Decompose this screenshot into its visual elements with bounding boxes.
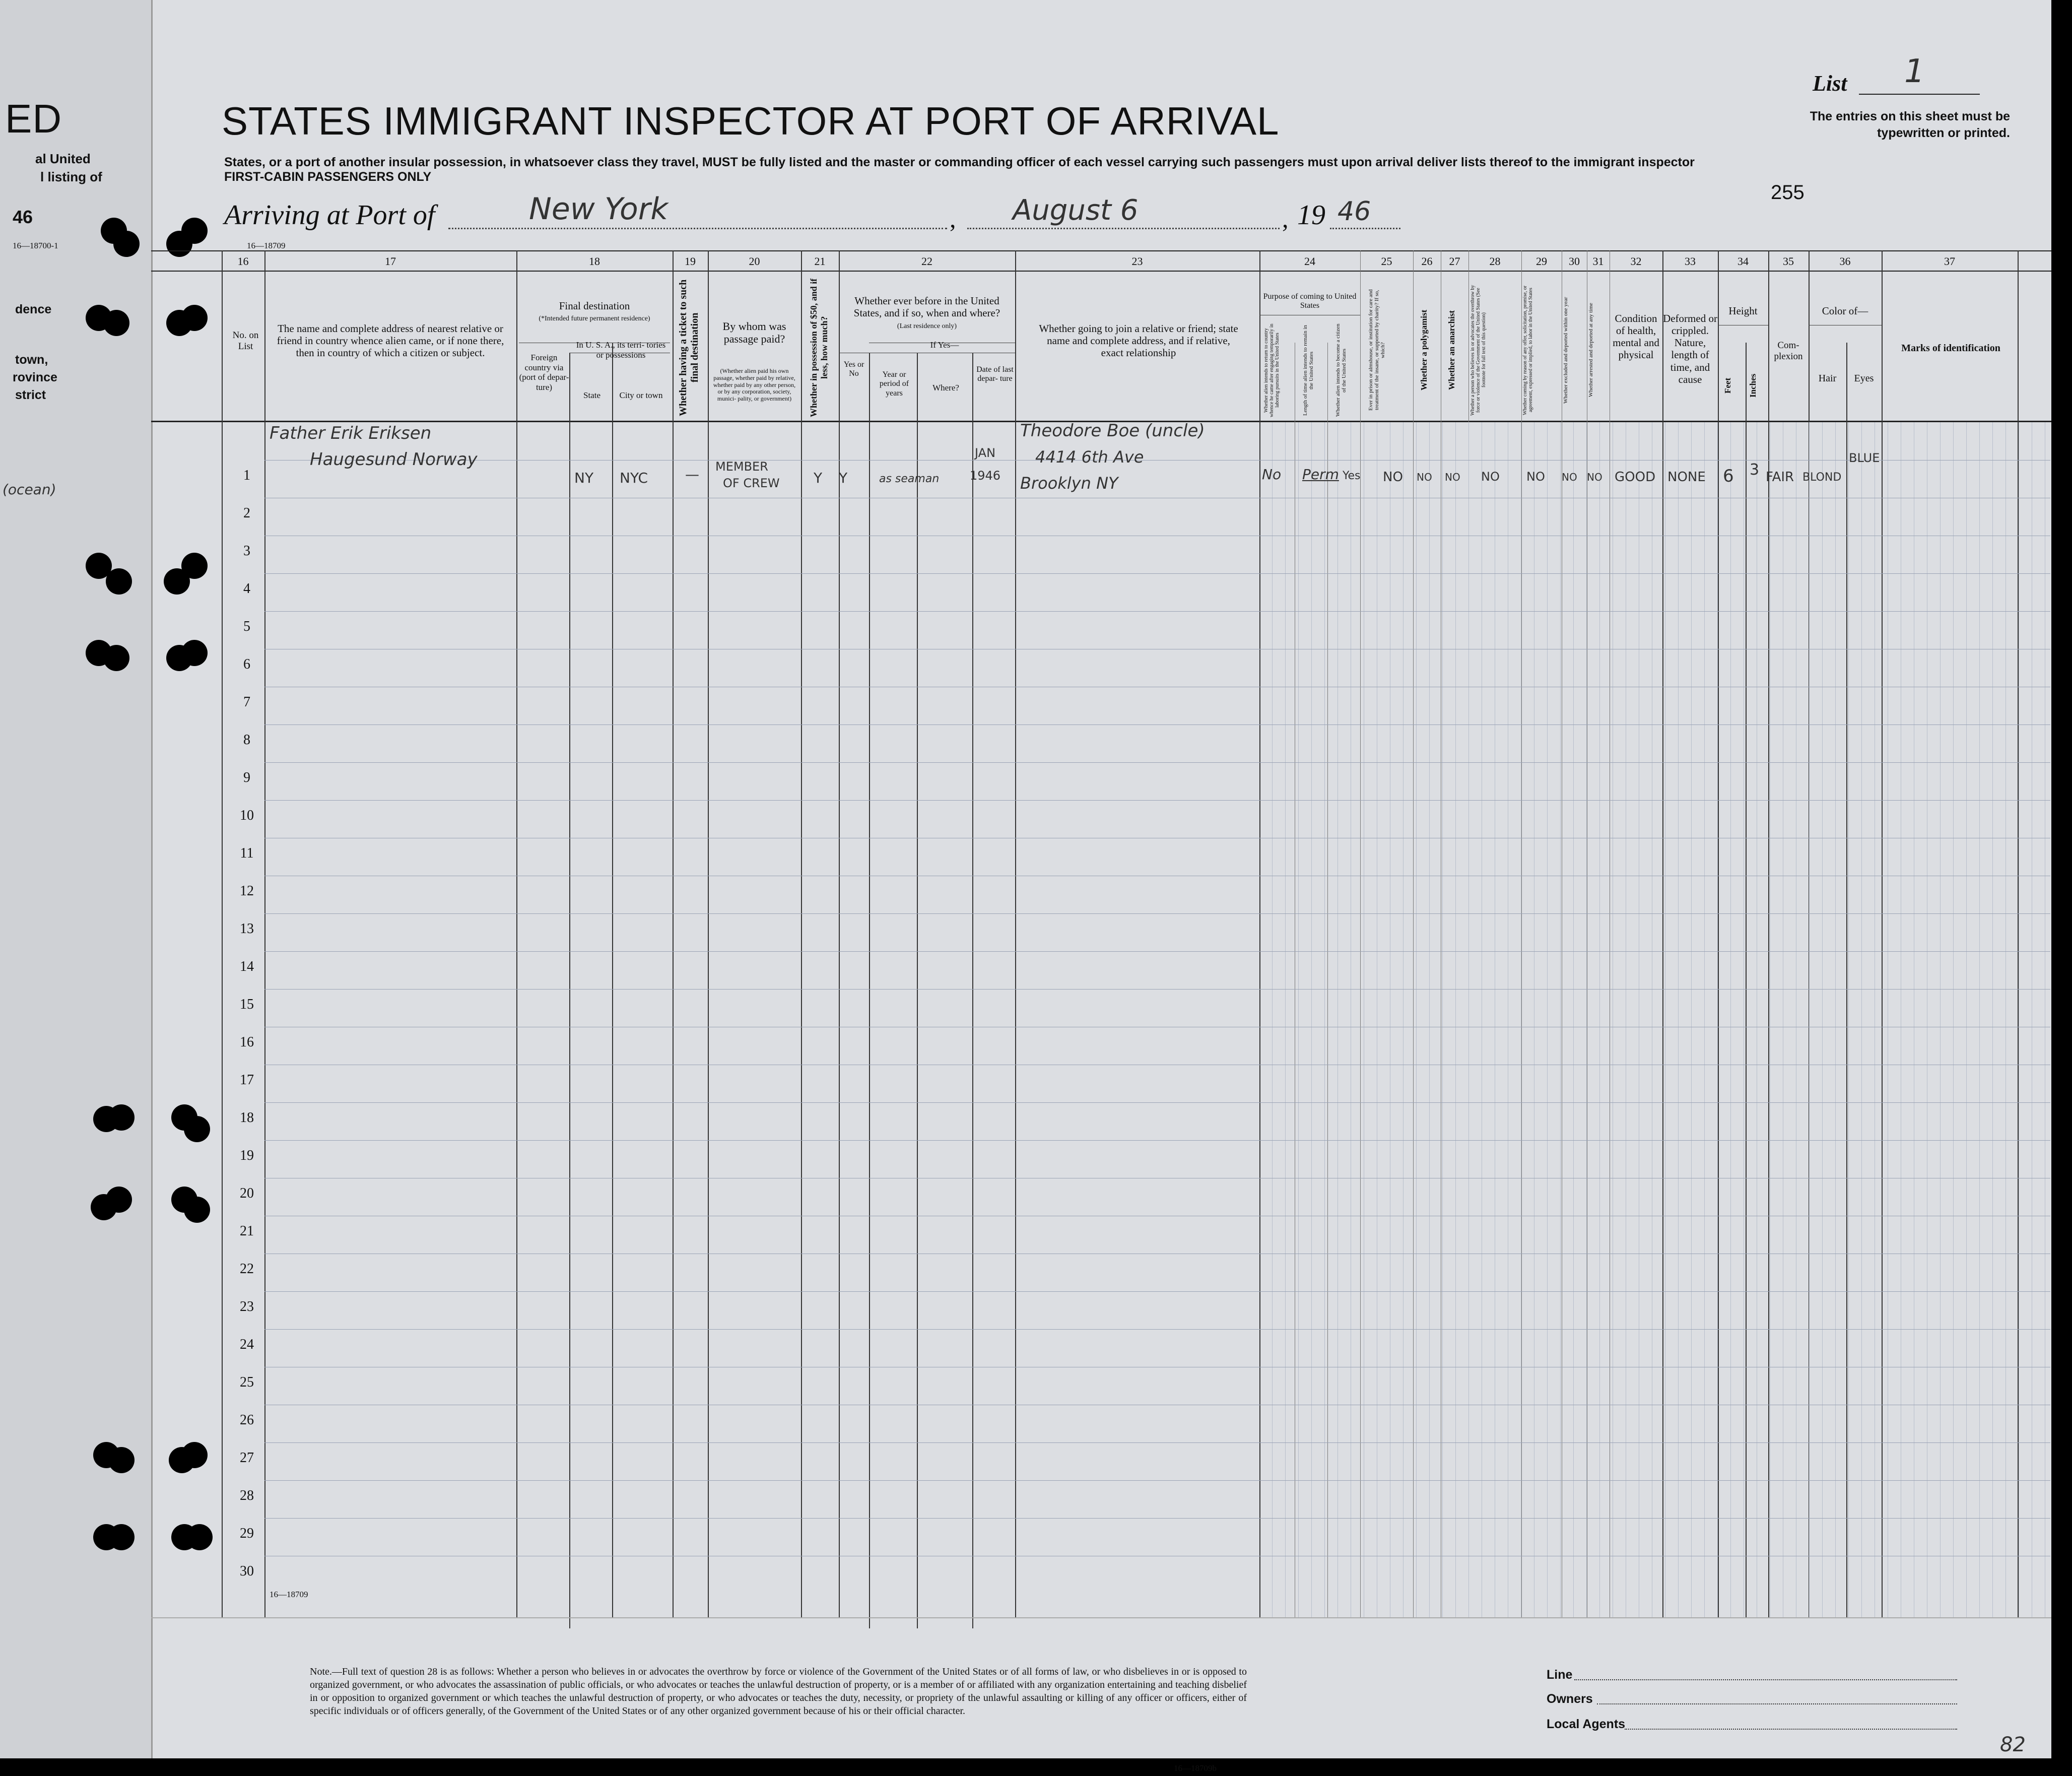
- row-number: 13: [240, 921, 254, 937]
- row-number: 1: [243, 468, 250, 483]
- heading-complexion: Com- plexion: [1774, 340, 1803, 362]
- heading-state: State: [583, 390, 600, 400]
- row-line: [264, 913, 2050, 914]
- row-number: 25: [240, 1374, 254, 1390]
- left-fragment-heading: dence: [15, 302, 52, 316]
- entry-complexion: FAIR: [1766, 470, 1794, 485]
- entry-ever-before: Y: [839, 470, 848, 486]
- heading-join-relative: Whether going to join a relative or friend; state name and complete address, and if relative, exact relationship: [1039, 322, 1238, 359]
- grid-line: [1272, 422, 1273, 1617]
- agents-label: Local Agents: [1547, 1717, 1626, 1731]
- column-line: [1521, 250, 1522, 1618]
- grid-line: [1691, 422, 1692, 1617]
- entry-hair: BLOND: [1802, 471, 1842, 484]
- row-number: 18: [240, 1110, 254, 1126]
- heading-hair: Hair: [1818, 373, 1837, 384]
- heading-anarchist: Whether an anarchist: [1447, 310, 1456, 390]
- entry-relative-name: Father Erik Eriksen: [270, 423, 432, 443]
- punch-hole: [108, 1104, 135, 1131]
- column-number: 22: [921, 255, 932, 268]
- year-value: 46: [1338, 196, 1371, 227]
- column-line: [1259, 250, 1260, 1618]
- heading-purpose-length: Length of time alien intends to remain in the United States: [1302, 325, 1314, 416]
- entry-arrested: NO: [1587, 471, 1602, 483]
- heading-health: Condition of health, mental and physical: [1613, 312, 1659, 361]
- row-number: 12: [240, 883, 254, 899]
- entry-length: Perm: [1302, 466, 1339, 483]
- column-number: 17: [385, 255, 396, 268]
- heading-yes-no: Yes or No: [843, 360, 864, 378]
- row-line: [264, 1480, 2050, 1481]
- column-line: [801, 250, 802, 1618]
- footnote-code: 16—18709b: [1174, 1763, 1217, 1773]
- column-line: [1846, 343, 1847, 1618]
- row-number: 3: [243, 543, 250, 559]
- form-code-bottom: 16—18709: [270, 1590, 308, 1599]
- left-fragment-text: l listing of: [40, 169, 102, 184]
- column-line: [869, 353, 870, 1628]
- punch-hole: [186, 1524, 213, 1550]
- entry-deformed: NONE: [1667, 470, 1706, 485]
- punch-hole: [181, 218, 208, 244]
- grid-line: [1573, 422, 1574, 1617]
- row-number: 10: [240, 808, 254, 823]
- heading-offer-to-labor: Whether coming by reason of any offer, solicitation, promise, or agreement, expressed or implied, to labor in the United States: [1522, 285, 1533, 415]
- column-number: 30: [1569, 255, 1580, 268]
- column-number: 25: [1381, 255, 1392, 268]
- row-number: 7: [243, 694, 250, 710]
- grid-line: [1809, 422, 1810, 1617]
- entry-anarchist: NO: [1445, 471, 1460, 483]
- year-line: [1330, 228, 1400, 229]
- grid-line: [1442, 422, 1443, 1617]
- instruction-text: States, or a port of another insular possession, in whatsoever class they travel, MUST be fully listed and the master or commanding officer of each vessel carrying such passengers must upon arrival deliver lists thereof to the immigrant inspector: [224, 155, 1695, 169]
- grid-line: [1835, 422, 1836, 1617]
- heading-passage-paid: By whom was passage paid?: [722, 320, 786, 346]
- table-bottom-border: [151, 1617, 2051, 1618]
- column-number: 20: [749, 255, 760, 268]
- row-number: 8: [243, 732, 250, 748]
- heading-date-departure: Date of last depar- ture: [976, 365, 1014, 383]
- heading-in-usa: In U. S. A., its terri- tories or possessions: [576, 340, 666, 360]
- row-line: [264, 1329, 2050, 1330]
- entry-paid-by: OF CREW: [723, 476, 780, 490]
- grid-line: [1861, 422, 1862, 1617]
- year-prefix: 19: [1297, 200, 1325, 231]
- grid-line: [1848, 422, 1849, 1617]
- column-number: 19: [685, 255, 696, 268]
- entry-join-name: Theodore Boe (uncle): [1020, 421, 1205, 441]
- punch-hole: [181, 1442, 208, 1468]
- column-number: 16: [237, 255, 249, 268]
- grid-line: [1586, 422, 1587, 1617]
- column-line: [972, 353, 973, 1628]
- entry-join-city: Brooklyn NY: [1020, 474, 1118, 493]
- port-value: New York: [529, 191, 669, 227]
- grid-line: [1940, 422, 1941, 1617]
- typewritten-note: The entries on this sheet must be typewritten or printed.: [1810, 109, 2010, 140]
- row-number: 27: [240, 1450, 254, 1466]
- row-line: [264, 460, 2050, 461]
- list-underline: [1859, 94, 1980, 95]
- row-line: [264, 800, 2050, 801]
- column-number: 33: [1685, 255, 1696, 268]
- row-number: 16: [240, 1034, 254, 1050]
- row-line: [264, 1442, 2050, 1443]
- entry-departure-date: 1946: [970, 469, 1001, 483]
- grid-line: [1953, 422, 1954, 1617]
- heading-purpose-return: Whether alien intends to return to country whence he came after engaging temporarily in laboring pursuits in the United States: [1263, 323, 1280, 417]
- grid-line: [1979, 422, 1980, 1617]
- stamp-number: 82: [2000, 1733, 2026, 1756]
- line-field: [1574, 1679, 1957, 1680]
- entry-years: as seaman: [879, 473, 940, 485]
- grid-line: [1704, 422, 1705, 1617]
- column-number: 18: [589, 255, 600, 268]
- row-number: 11: [240, 845, 254, 861]
- entry-polygamist: NO: [1417, 471, 1432, 483]
- list-label: List: [1813, 71, 1847, 96]
- left-fragment-year: 46: [13, 207, 33, 227]
- column-line: [1882, 250, 1883, 1618]
- entry-eyes: BLUE: [1849, 451, 1880, 465]
- row-number: 20: [240, 1186, 254, 1201]
- entry-feet: 6: [1723, 466, 1734, 486]
- grid-line: [1416, 422, 1417, 1617]
- entry-join-address: 4414 6th Ave: [1035, 447, 1144, 467]
- passenger-class: FIRST-CABIN PASSENGERS ONLY: [224, 170, 432, 184]
- column-line: [1327, 343, 1328, 1618]
- entry-relative-address: Haugesund Norway: [310, 449, 478, 470]
- entry-inches: 3: [1750, 461, 1760, 479]
- column-line: [516, 250, 517, 1618]
- heading-color-of: Color of—: [1822, 305, 1868, 317]
- row-number: 23: [240, 1299, 254, 1314]
- heading-inches: Inches: [1748, 373, 1758, 398]
- entry-offer: NO: [1526, 470, 1545, 484]
- punch-hole: [181, 553, 208, 579]
- grid-line: [1285, 422, 1286, 1617]
- entry-city: NYC: [620, 470, 648, 486]
- heading-deformed: Deformed or crippled. Nature, length of time, and cause: [1663, 312, 1717, 385]
- row-number: 4: [243, 581, 250, 597]
- table-top-border: [151, 250, 2051, 251]
- heading-purpose-citizen: Whether alien intends to become a citizen of the United States: [1335, 323, 1347, 417]
- column-line: [1768, 250, 1769, 1618]
- grid-line: [1298, 422, 1299, 1617]
- heading-relative-abroad: The name and complete address of nearest relative or friend in country whence alien came, or if none there, then in country of which a citizen or subject.: [277, 322, 504, 359]
- row-line: [264, 573, 2050, 574]
- row-line: [264, 611, 2050, 612]
- column-line: [1662, 250, 1663, 1618]
- punch-hole: [184, 1116, 210, 1142]
- entry-citizen: Yes: [1343, 470, 1361, 482]
- heading-ticket: Whether having a ticket to such final destination: [678, 279, 700, 416]
- punch-hole: [106, 1187, 132, 1213]
- row-number: 6: [243, 656, 250, 672]
- punch-hole: [181, 640, 208, 666]
- entry-money: Y: [814, 470, 823, 486]
- heading-arrested: Whether arrested and deported at any time: [1588, 303, 1594, 398]
- port-line: [448, 228, 947, 229]
- heading-eyes: Eyes: [1854, 373, 1874, 384]
- column-number: 36: [1839, 255, 1851, 268]
- date-line: [967, 228, 1280, 229]
- left-page-fragment: [0, 0, 153, 1758]
- row-number: 5: [243, 619, 250, 634]
- date-value: August 6: [1013, 194, 1139, 227]
- heading-polygamist: Whether a polygamist: [1419, 309, 1429, 391]
- line-label: Line: [1547, 1668, 1573, 1682]
- punch-hole: [108, 1524, 135, 1550]
- row-line: [264, 762, 2050, 763]
- sheet-number: 255: [1771, 181, 1804, 204]
- header-number-border: [151, 271, 2051, 272]
- column-number: 27: [1449, 255, 1460, 268]
- grid-line: [1730, 422, 1731, 1617]
- heading-final-destination-sub: (*Intended future permanent residence): [539, 315, 650, 322]
- comma: ,: [950, 205, 956, 233]
- heading-foreign-country: Foreign country via (port of depar- ture): [519, 353, 569, 392]
- heading-ever-before: Whether ever before in the United States, and if so, when and where?: [853, 295, 1000, 319]
- left-fragment-entry: (ocean): [3, 481, 56, 498]
- row-number: 19: [240, 1148, 254, 1163]
- grid-line: [1468, 422, 1469, 1617]
- heading-marks: Marks of identification: [1901, 343, 2000, 354]
- row-number: 24: [240, 1337, 254, 1352]
- heading-purpose: Purpose of coming to United States: [1263, 292, 1357, 310]
- row-number: 28: [240, 1488, 254, 1503]
- heading-feet: Feet: [1723, 377, 1732, 393]
- column-number: 23: [1131, 255, 1143, 268]
- punch-hole: [108, 1447, 135, 1473]
- heading-height: Height: [1728, 305, 1758, 317]
- row-line: [264, 1102, 2050, 1103]
- column-number: 31: [1592, 255, 1604, 268]
- left-fragment-code: 16—18700-1: [13, 241, 58, 250]
- owners-label: Owners: [1547, 1692, 1593, 1706]
- punch-hole: [103, 645, 129, 671]
- heading-money: Whether in possession of $50, and if less, how much?: [809, 278, 829, 417]
- column-number: 37: [1944, 255, 1955, 268]
- row-number: 29: [240, 1526, 254, 1541]
- heading-years: Year or period of years: [879, 370, 909, 398]
- row-number: 2: [243, 505, 250, 521]
- grid-line: [1599, 422, 1600, 1617]
- column-line: [222, 250, 223, 1618]
- row-number: 21: [240, 1223, 254, 1239]
- heading-where: Where?: [932, 383, 959, 392]
- entry-departure-date: JAN: [975, 446, 996, 460]
- row-line: [264, 1140, 2050, 1141]
- comma: ,: [1282, 205, 1289, 233]
- left-fragment-heading: rovince: [13, 370, 57, 384]
- grid-line: [1455, 422, 1456, 1617]
- grid-line: [1717, 422, 1718, 1617]
- footnote-text: Note.—Full text of question 28 is as follows: Whether a person who believes in or advocates the overthrow by force or violence of the Government of the United States or of all forms of law, or who disbelieves in or is opposed to organized government, or who advocates the assassination of public officials, or who advocates or teaches the unlawful destruction of property, or is a member of or affiliated with any organization entertaining and teaching disbelief in or opposition to organized government or which teaches the unlawful destruction of property, or who advocates or teaches the duty, necessity, or propriety of the unlawful assaulting or killing of any officer or officers, either of specific individuals or of officers generally, of the Government of the United States or of any other organized government because of his or their official character.: [310, 1666, 1247, 1717]
- entry-prison: NO: [1383, 470, 1403, 485]
- row-line: [264, 951, 2050, 952]
- column-line: [708, 250, 709, 1618]
- grid-line: [1429, 422, 1430, 1617]
- punch-hole: [103, 310, 129, 336]
- column-number: 21: [814, 255, 826, 268]
- left-fragment-heading: town,: [15, 353, 48, 367]
- column-line: [1015, 250, 1016, 1618]
- entry-state: NY: [574, 470, 594, 486]
- column-line: [1746, 343, 1747, 1618]
- row-number: 15: [240, 997, 254, 1012]
- heading-excluded: Whether excluded and deported within one year: [1563, 297, 1569, 404]
- column-line: [612, 343, 613, 1618]
- row-line: [264, 989, 2050, 990]
- heading-prison: Ever in prison or almshouse, or institution for care and treatment of the insane, or supported by charity? If so, which?: [1368, 289, 1386, 411]
- punch-hole: [113, 231, 140, 257]
- heading-passage-paid-sub: (Whether alien paid his own passage, whether paid by relative, whether paid by any other person, or by any corporation, society, munici- pality, or government): [713, 367, 796, 403]
- row-number: 30: [240, 1563, 254, 1579]
- column-line: [569, 353, 570, 1628]
- grid-line: [1311, 422, 1312, 1617]
- column-number: 28: [1489, 255, 1501, 268]
- entry-paid-by: MEMBER: [715, 459, 768, 474]
- grid-line: [1547, 422, 1548, 1617]
- column-line: [1718, 250, 1719, 1618]
- grid-line: [1992, 422, 1993, 1617]
- column-line: [917, 353, 918, 1628]
- grid-line: [1678, 422, 1679, 1617]
- punch-hole: [181, 305, 208, 331]
- entry-overthrow: NO: [1481, 470, 1500, 484]
- entry-ticket: —: [685, 466, 699, 483]
- list-number: 1: [1904, 53, 1925, 90]
- row-line: [264, 1291, 2050, 1292]
- entry-excluded: NO: [1562, 471, 1577, 483]
- page-title: STATES IMMIGRANT INSPECTOR AT PORT OF ARRIVAL: [222, 99, 1280, 143]
- column-line: [1413, 250, 1414, 1618]
- row-number: 17: [240, 1072, 254, 1088]
- column-line: [839, 250, 840, 1618]
- column-line: [1360, 250, 1361, 1618]
- grid-line: [1324, 422, 1325, 1617]
- row-number: 9: [243, 770, 250, 785]
- heading-no-on-list: No. on List: [232, 330, 259, 352]
- column-number: 24: [1304, 255, 1315, 268]
- left-fragment-title: ED: [5, 96, 62, 141]
- column-number: 29: [1536, 255, 1547, 268]
- arriving-label: Arriving at Port of: [224, 200, 435, 231]
- heading-final-destination: Final destination: [559, 300, 630, 312]
- column-number: 34: [1737, 255, 1749, 268]
- heading-overthrow: Whether a person who believes in or advocates the overthrow by force or violence of the Government of the United States (See footnote for full text of this question): [1470, 285, 1487, 416]
- column-number: 26: [1421, 255, 1433, 268]
- punch-hole: [184, 1197, 210, 1223]
- entry-return: No: [1262, 466, 1282, 483]
- grid-line: [1822, 422, 1823, 1617]
- agents-field: [1625, 1729, 1957, 1730]
- left-fragment-text: al United: [35, 151, 91, 166]
- grid-line: [1560, 422, 1561, 1617]
- row-number: 26: [240, 1412, 254, 1428]
- column-number: 35: [1783, 255, 1794, 268]
- entry-health: GOOD: [1615, 470, 1656, 485]
- row-line: [264, 1518, 2050, 1519]
- punch-hole: [106, 568, 132, 595]
- left-fragment-heading: strict: [15, 388, 46, 402]
- row-number: 22: [240, 1261, 254, 1277]
- form-code: 16—18709: [247, 241, 286, 250]
- column-number: 32: [1630, 255, 1642, 268]
- heading-city: City or town: [619, 390, 663, 400]
- heading-if-yes: If Yes—: [930, 340, 959, 350]
- grid-line: [1966, 422, 1967, 1617]
- column-line: [673, 250, 674, 1618]
- heading-ever-before-sub: (Last residence only): [897, 322, 957, 330]
- owners-field: [1597, 1703, 1957, 1704]
- row-number: 14: [240, 959, 254, 974]
